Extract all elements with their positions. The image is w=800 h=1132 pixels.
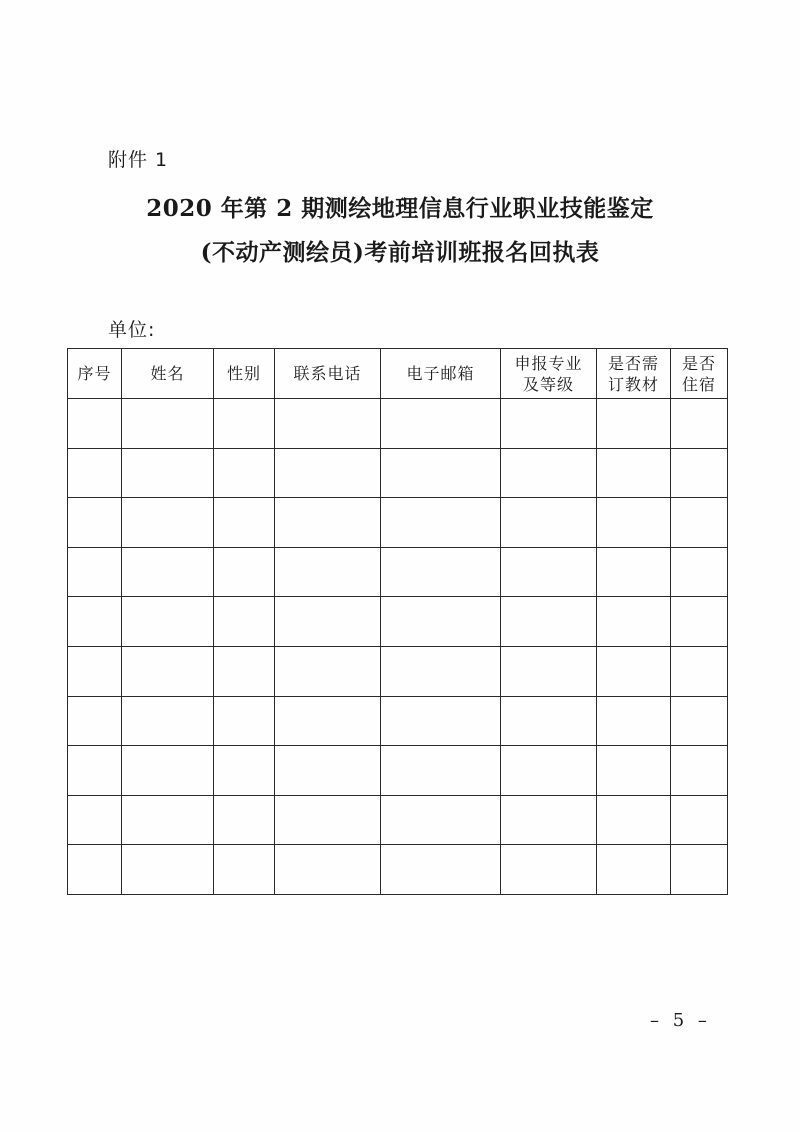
table-cell[interactable] bbox=[68, 795, 122, 845]
header-name bbox=[122, 349, 214, 399]
table-cell[interactable] bbox=[381, 795, 501, 845]
table-cell[interactable] bbox=[381, 646, 501, 696]
table-header-row bbox=[68, 349, 728, 399]
table-cell[interactable] bbox=[122, 547, 214, 597]
table-cell[interactable] bbox=[671, 746, 728, 796]
page-number: – 5 – bbox=[650, 1010, 711, 1031]
table-cell[interactable] bbox=[597, 646, 671, 696]
table-cell[interactable] bbox=[214, 696, 275, 746]
header-line: 电子邮箱 bbox=[406, 364, 475, 383]
header-line: 序号 bbox=[77, 364, 112, 383]
table-cell[interactable] bbox=[122, 746, 214, 796]
table-cell[interactable] bbox=[68, 746, 122, 796]
table-cell[interactable] bbox=[122, 448, 214, 498]
header-line: 姓名 bbox=[150, 364, 185, 383]
header-line: 性别 bbox=[226, 364, 261, 383]
header-serial-number bbox=[68, 349, 122, 399]
table-cell[interactable] bbox=[671, 399, 728, 449]
table-cell[interactable] bbox=[275, 696, 381, 746]
registration-table bbox=[67, 348, 728, 895]
table-cell[interactable] bbox=[275, 448, 381, 498]
table-cell[interactable] bbox=[214, 646, 275, 696]
table-cell[interactable] bbox=[671, 448, 728, 498]
table-cell[interactable] bbox=[501, 795, 597, 845]
table-cell[interactable] bbox=[275, 547, 381, 597]
table-row bbox=[68, 498, 728, 548]
table-cell[interactable] bbox=[501, 696, 597, 746]
table-cell[interactable] bbox=[597, 448, 671, 498]
table-cell[interactable] bbox=[122, 845, 214, 895]
header-accommodation bbox=[671, 349, 728, 399]
table-cell[interactable] bbox=[214, 597, 275, 647]
table-cell[interactable] bbox=[597, 795, 671, 845]
table-cell[interactable] bbox=[122, 646, 214, 696]
table-cell[interactable] bbox=[597, 746, 671, 796]
header-gender bbox=[214, 349, 275, 399]
table-cell[interactable] bbox=[671, 696, 728, 746]
table-cell[interactable] bbox=[275, 399, 381, 449]
table-row bbox=[68, 746, 728, 796]
unit-label: 单位: bbox=[108, 319, 156, 341]
table-cell[interactable] bbox=[275, 746, 381, 796]
table-cell[interactable] bbox=[214, 547, 275, 597]
header-phone bbox=[275, 349, 381, 399]
table-cell[interactable] bbox=[275, 795, 381, 845]
table-cell[interactable] bbox=[214, 498, 275, 548]
table-cell[interactable] bbox=[671, 597, 728, 647]
table-row bbox=[68, 646, 728, 696]
table-cell[interactable] bbox=[68, 597, 122, 647]
table-cell[interactable] bbox=[381, 547, 501, 597]
table-cell[interactable] bbox=[381, 845, 501, 895]
header-textbook-needed bbox=[597, 349, 671, 399]
table-cell[interactable] bbox=[68, 448, 122, 498]
table-row bbox=[68, 448, 728, 498]
table-row bbox=[68, 597, 728, 647]
table-cell[interactable] bbox=[501, 547, 597, 597]
table-cell[interactable] bbox=[501, 498, 597, 548]
table-cell[interactable] bbox=[501, 597, 597, 647]
table-cell[interactable] bbox=[501, 845, 597, 895]
table-cell[interactable] bbox=[275, 498, 381, 548]
table-row bbox=[68, 845, 728, 895]
table-cell[interactable] bbox=[381, 696, 501, 746]
table-cell[interactable] bbox=[214, 399, 275, 449]
table-cell[interactable] bbox=[122, 597, 214, 647]
table-cell[interactable] bbox=[671, 547, 728, 597]
table-cell[interactable] bbox=[275, 845, 381, 895]
table-cell[interactable] bbox=[381, 448, 501, 498]
header-email bbox=[381, 349, 501, 399]
table-cell[interactable] bbox=[381, 597, 501, 647]
table-cell[interactable] bbox=[214, 746, 275, 796]
table-cell[interactable] bbox=[597, 399, 671, 449]
table-cell[interactable] bbox=[214, 795, 275, 845]
table-cell[interactable] bbox=[671, 498, 728, 548]
table-cell[interactable] bbox=[68, 696, 122, 746]
table-cell[interactable] bbox=[122, 795, 214, 845]
table-cell[interactable] bbox=[122, 696, 214, 746]
table-cell[interactable] bbox=[597, 696, 671, 746]
attachment-label: 附件 1 bbox=[108, 149, 169, 171]
table-cell[interactable] bbox=[597, 845, 671, 895]
table-cell[interactable] bbox=[381, 498, 501, 548]
table-cell[interactable] bbox=[671, 795, 728, 845]
table-cell[interactable] bbox=[122, 498, 214, 548]
table-body bbox=[68, 399, 728, 895]
table-cell[interactable] bbox=[501, 448, 597, 498]
header-line: 是否需 bbox=[607, 353, 659, 373]
table-cell[interactable] bbox=[597, 498, 671, 548]
header-line: 订教材 bbox=[607, 374, 659, 394]
table-cell[interactable] bbox=[68, 498, 122, 548]
table-cell[interactable] bbox=[68, 547, 122, 597]
header-line: 申报专业 bbox=[514, 353, 583, 373]
table-cell[interactable] bbox=[501, 746, 597, 796]
header-line: 住宿 bbox=[681, 374, 716, 394]
table-cell[interactable] bbox=[671, 646, 728, 696]
table-cell[interactable] bbox=[68, 845, 122, 895]
table-cell[interactable] bbox=[214, 845, 275, 895]
table-cell[interactable] bbox=[381, 746, 501, 796]
header-specialty-level bbox=[501, 349, 597, 399]
table-row bbox=[68, 399, 728, 449]
table-cell[interactable] bbox=[214, 448, 275, 498]
table-row bbox=[68, 696, 728, 746]
header-line: 及等级 bbox=[522, 374, 574, 394]
table-cell[interactable] bbox=[275, 646, 381, 696]
table-cell[interactable] bbox=[122, 399, 214, 449]
table-row bbox=[68, 547, 728, 597]
table-cell[interactable] bbox=[275, 597, 381, 647]
header-line: 联系电话 bbox=[293, 364, 362, 383]
table-cell[interactable] bbox=[68, 646, 122, 696]
table-cell[interactable] bbox=[381, 399, 501, 449]
table-row bbox=[68, 795, 728, 845]
document-title-line-2: (不动产测绘员)考前培训班报名回执表 bbox=[200, 239, 600, 266]
table-cell[interactable] bbox=[597, 597, 671, 647]
document-title-line-1: 2020 年第 2 期测绘地理信息行业职业技能鉴定 bbox=[146, 195, 654, 222]
table-cell[interactable] bbox=[501, 646, 597, 696]
table-cell[interactable] bbox=[671, 845, 728, 895]
table-cell[interactable] bbox=[68, 399, 122, 449]
header-line: 是否 bbox=[681, 353, 716, 373]
table-cell[interactable] bbox=[597, 547, 671, 597]
table-cell[interactable] bbox=[501, 399, 597, 449]
